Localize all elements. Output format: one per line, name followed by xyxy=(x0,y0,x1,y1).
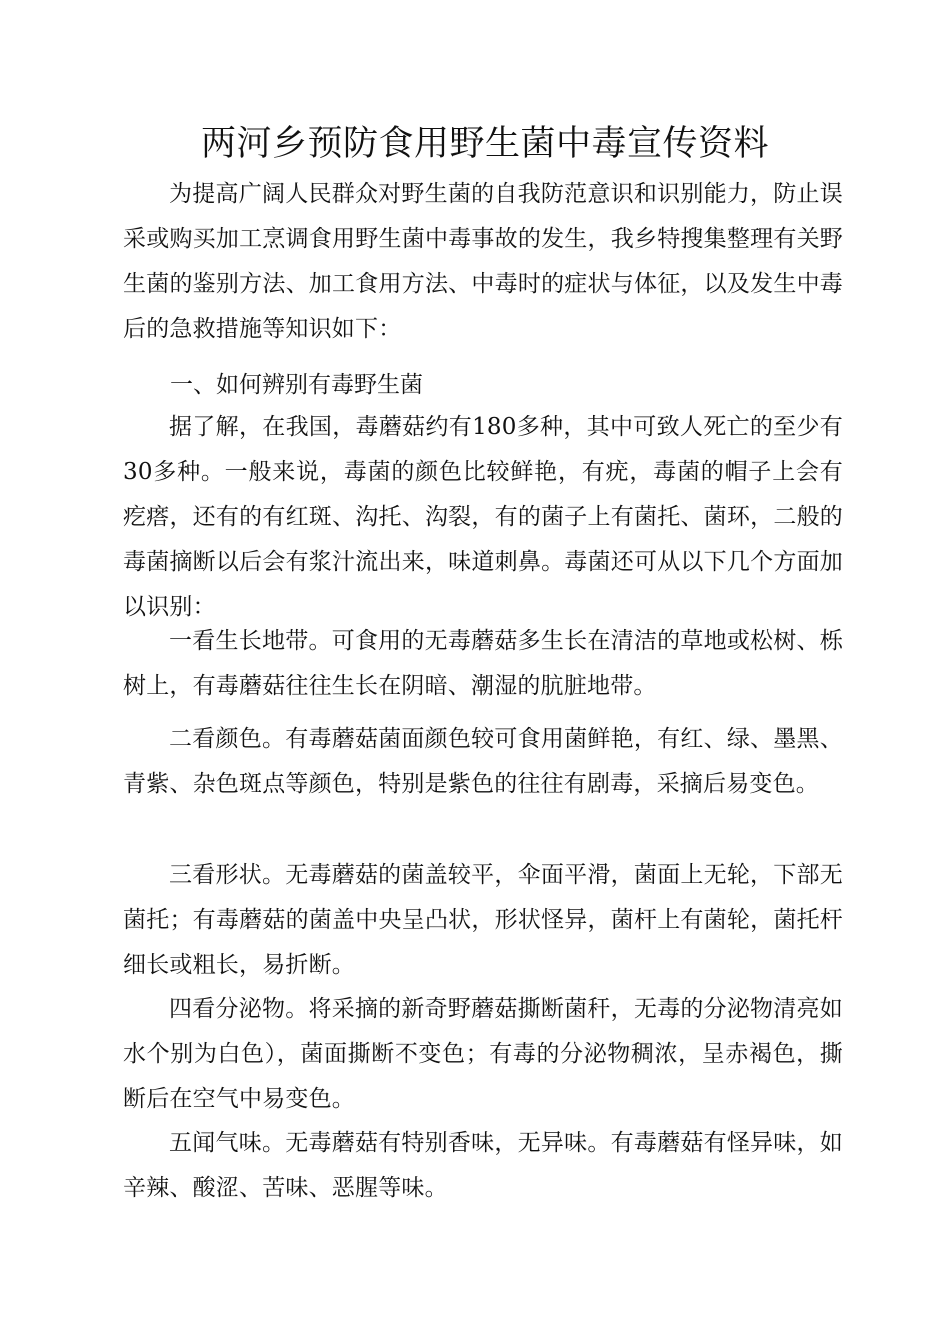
page-title: 两河乡预防食用野生菌中毒宣传资料 xyxy=(200,124,769,164)
body-paragraph: 一看生长地带。可食用的无毒蘑菇多生长在清洁的草地或松树、栎树上，有毒蘑菇往往生长在阴暗、潮湿的肮脏地带。 xyxy=(123,628,843,699)
body-paragraph: 据了解，在我国，毒蘑菇约有180多种，其中可致人死亡的至少有30多种。一般来说，毒菌的颜色比较鲜艳，有疣，毒菌的帽子上会有疙瘩，还有的有红斑、沟托、沟裂，有的菌子上有菌托、菌环，二般的毒菌摘断以后会有浆汁流出来，味道刺鼻。毒菌还可从以下几个方面加以识别： xyxy=(123,414,843,620)
body-paragraph: 四看分泌物。将采摘的新奇野蘑菇撕断菌秆，无毒的分泌物清亮如水个别为白色），菌面撕断不变色；有毒的分泌物稠浓，呈赤褐色，撕断后在空气中易变色。 xyxy=(123,996,843,1112)
body-paragraph: 二看颜色。有毒蘑菇菌面颜色较可食用菌鲜艳，有红、绿、墨黑、青紫、杂色斑点等颜色，特别是紫色的往往有剧毒，采摘后易变色。 xyxy=(123,726,843,797)
section-heading: 一、如何辨别有毒野生菌 xyxy=(170,372,423,398)
body-paragraph: 三看形状。无毒蘑菇的菌盖较平，伞面平滑，菌面上无轮，下部无菌托；有毒蘑菇的菌盖中央呈凸状，形状怪异，菌杆上有菌轮，菌托杆细长或粗长，易折断。 xyxy=(123,862,843,978)
body-paragraph: 五闻气味。无毒蘑菇有特别香味，无异味。有毒蘑菇有怪异味，如辛辣、酸涩、苦味、恶腥等味。 xyxy=(123,1130,843,1201)
intro-paragraph: 为提高广阔人民群众对野生菌的自我防范意识和识别能力，防止误采或购买加工烹调食用野生菌中毒事故的发生，我乡特搜集整理有关野生菌的鉴别方法、加工食用方法、中毒时的症状与体征，以及发生中毒后的急救措施等知识如下： xyxy=(123,181,843,342)
